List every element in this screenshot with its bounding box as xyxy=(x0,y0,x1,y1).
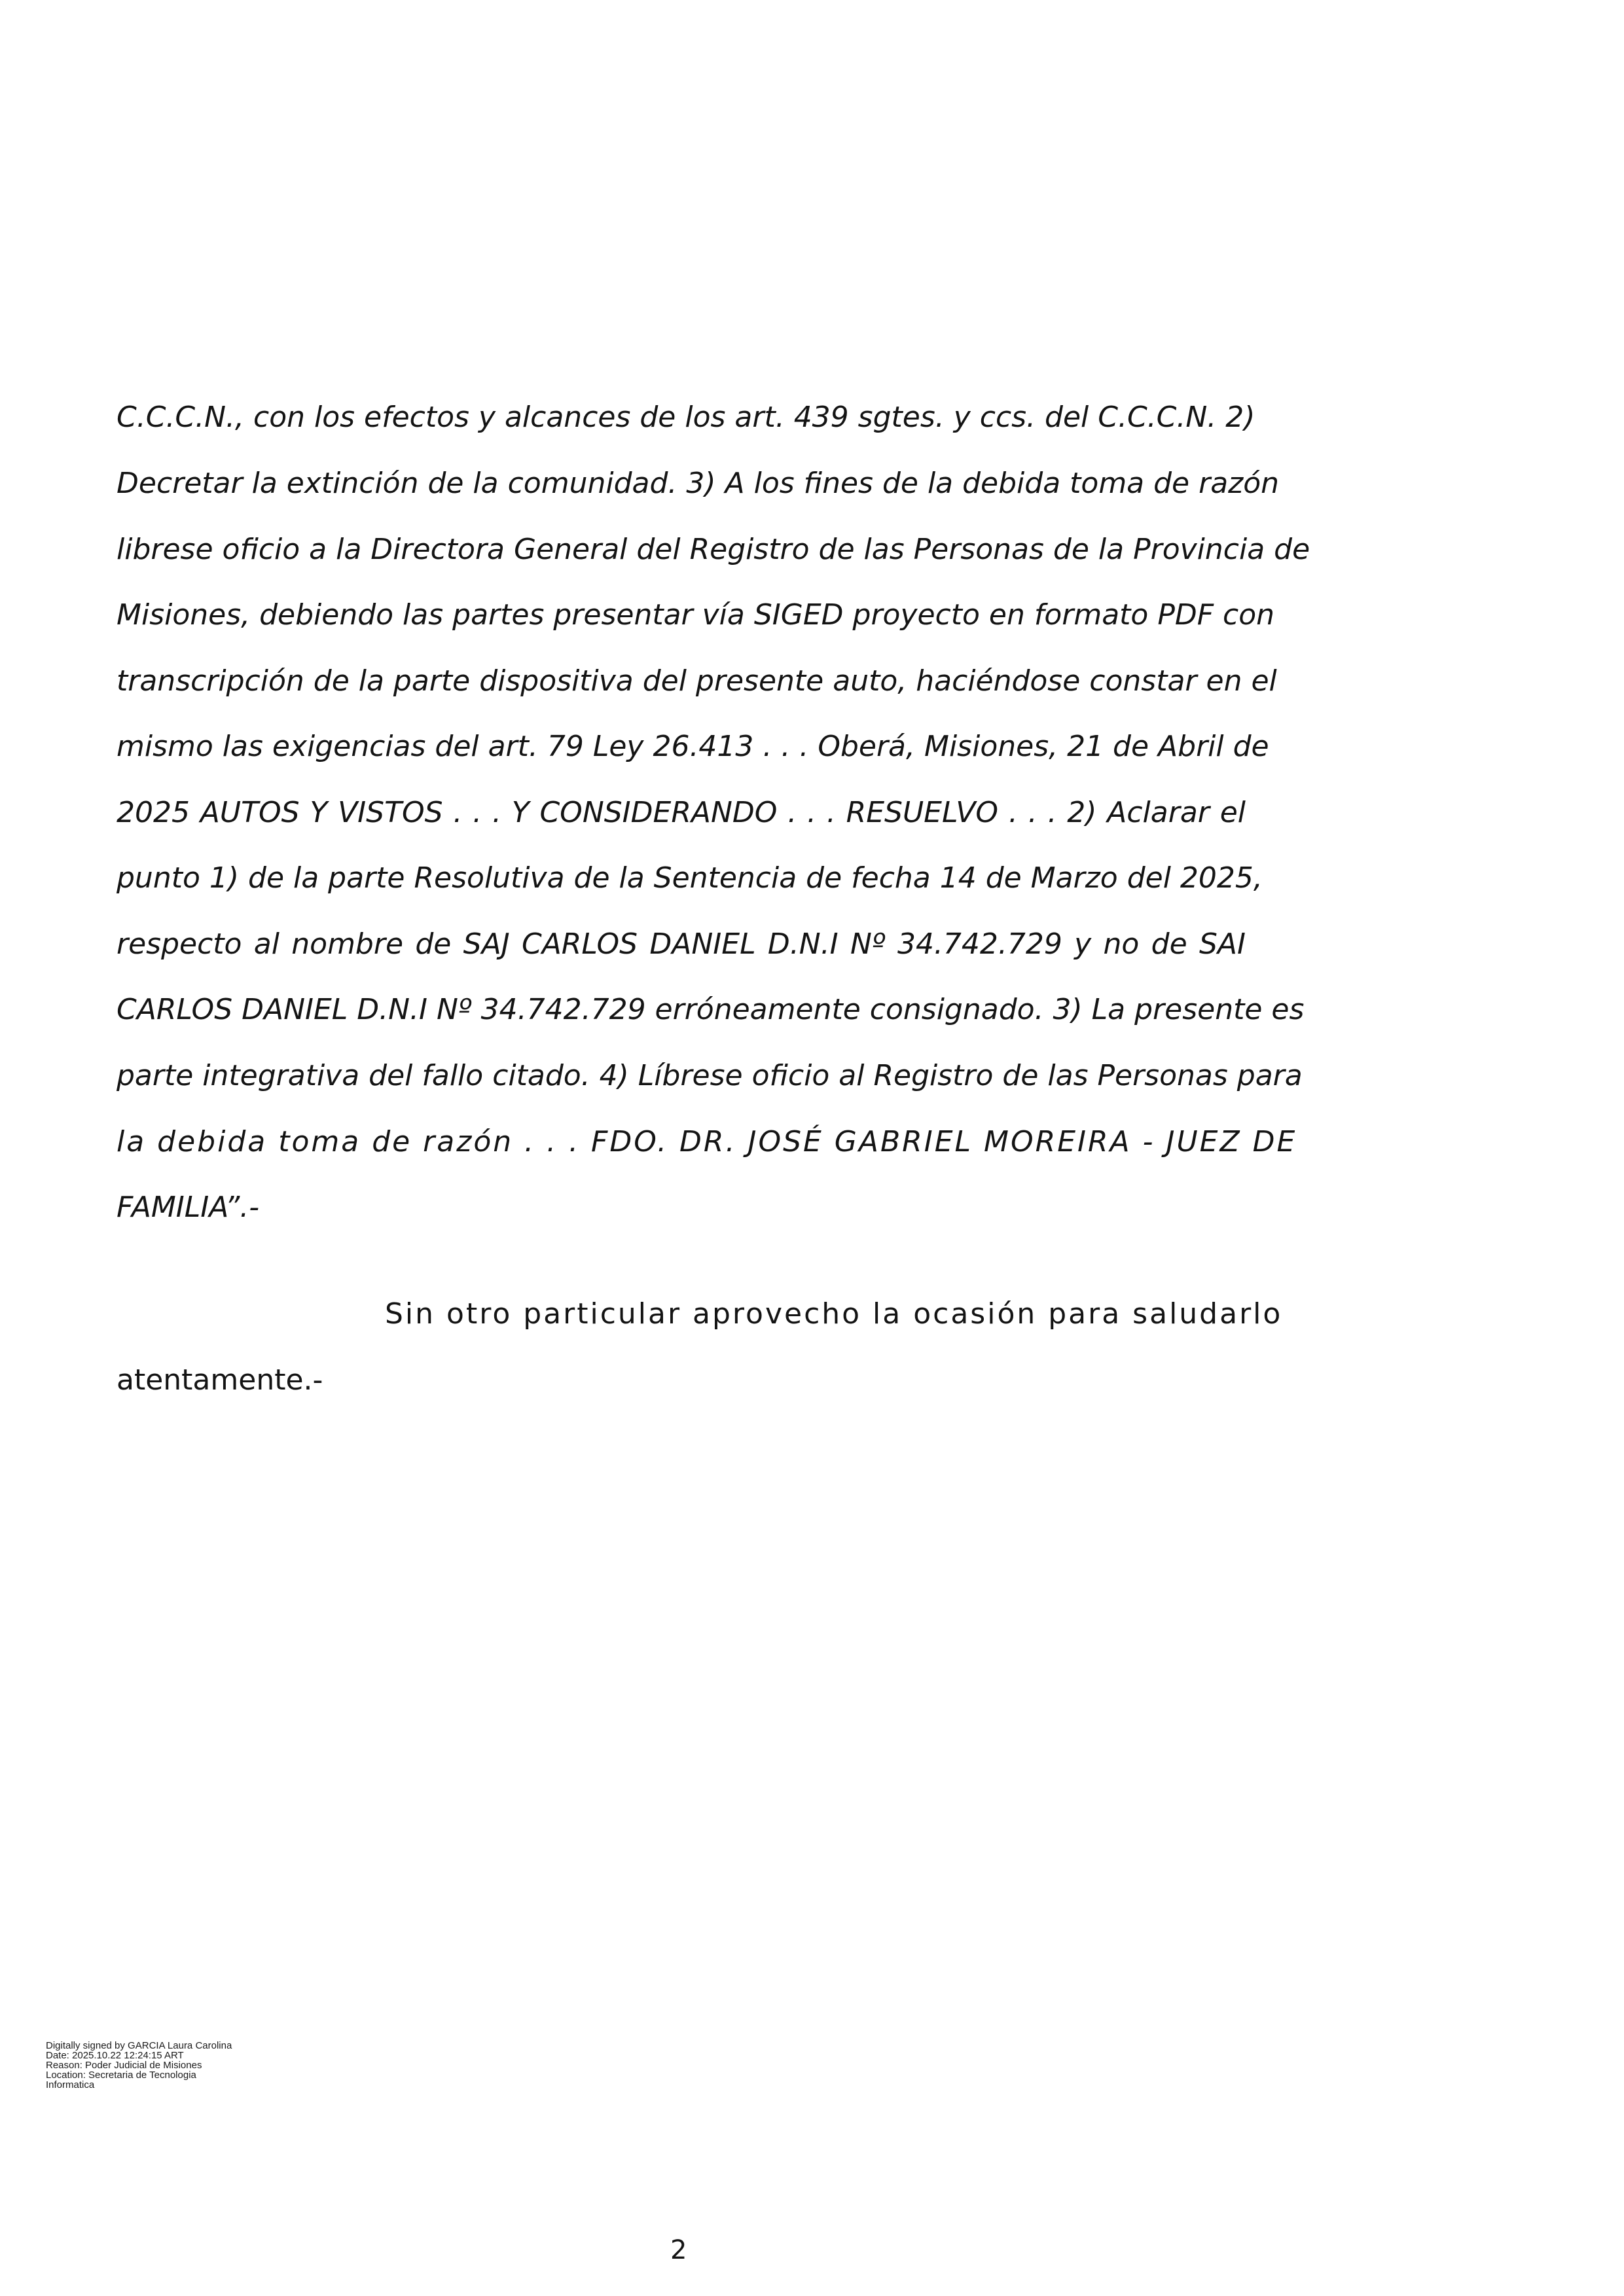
body-text-line: transcripción de la parte dispositiva del presente auto, haciéndose constar en el xyxy=(117,664,1277,698)
body-text-line: CARLOS DANIEL D.N.I Nº 34.742.729 erróneamente consignado. 3) La presente es xyxy=(117,993,1305,1026)
signature-date: Date: 2025.10.22 12:24:15 ART xyxy=(46,2050,184,2061)
closing-sentence-end: atentamente.- xyxy=(117,1363,323,1397)
body-text-line: parte integrativa del fallo citado. 4) Líbrese oficio al Registro de las Personas para xyxy=(117,1059,1303,1092)
body-text-line: C.C.C.N., con los efectos y alcances de los art. 439 sgtes. y ccs. del C.C.C.N. 2) xyxy=(117,401,1255,434)
body-text-line: respecto al nombre de SAJ CARLOS DANIEL D.N.I Nº 34.742.729 y no de SAI xyxy=(117,927,1246,961)
digital-signature-stamp xyxy=(46,2041,232,2090)
body-text-line: 2025 AUTOS Y VISTOS . . . Y CONSIDERANDO . . . RESUELVO . . . 2) Aclarar el xyxy=(117,796,1246,829)
body-text-line-final: FAMILIA”.- xyxy=(117,1191,260,1224)
body-text-line: Decretar la extinción de la comunidad. 3) A los fines de la debida toma de razón xyxy=(117,467,1280,500)
signature-location: Location: Secretaria de Tecnologia xyxy=(46,2070,196,2081)
body-text-line: punto 1) de la parte Resolutiva de la Sentencia de fecha 14 de Marzo del 2025, xyxy=(117,861,1263,895)
body-text-line: librese oficio a la Directora General del Registro de las Personas de la Provincia de xyxy=(117,533,1310,566)
body-text-line: mismo las exigencias del art. 79 Ley 26.413 . . . Oberá, Misiones, 21 de Abril de xyxy=(117,730,1269,763)
signature-signed-by: Digitally signed by GARCIA Laura Carolina xyxy=(46,2040,232,2051)
closing-sentence: Sin otro particular aprovecho la ocasión para saludarlo xyxy=(385,1297,1283,1331)
signature-reason: Reason: Poder Judicial de Misiones xyxy=(46,2060,202,2071)
page-number: 2 xyxy=(670,2235,687,2265)
signature-location-cont: Informatica xyxy=(46,2079,95,2090)
body-text-line: Misiones, debiendo las partes presentar vía SIGED proyecto en formato PDF con xyxy=(117,598,1275,632)
body-text-line: la debida toma de razón . . . FDO. DR. JOSÉ GABRIEL MOREIRA - JUEZ DE xyxy=(117,1125,1297,1158)
